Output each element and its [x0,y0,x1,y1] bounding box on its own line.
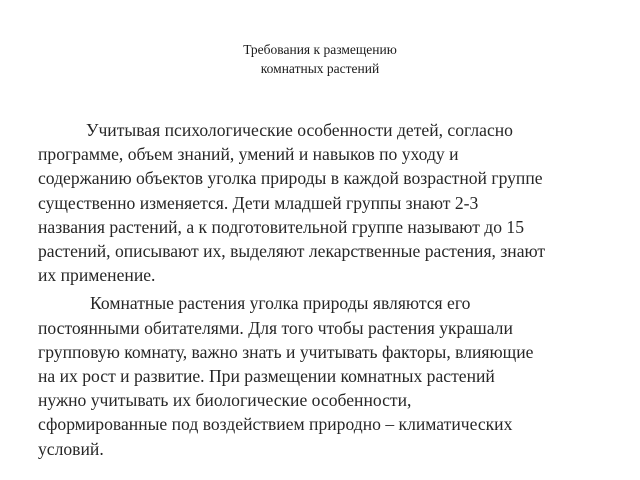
paragraph-1 [38,118,604,287]
text-line: растений, описывают их, выделяют лекарственные растения, знают [38,241,546,262]
text-line: Комнатные растения уголка природы являются его [90,293,471,314]
text-line: постоянными обитателями. Для того чтобы растения украшали [38,317,513,338]
text-line: названия растений, а к подготовительной группе называют до 15 [38,216,525,237]
text-line: существенно изменяется. Дети младшей группы знают 2-3 [38,192,479,213]
text-line: содержанию объектов уголка природы в каждой возрастной группе [38,168,543,189]
text-line: групповую комнату, важно знать и учитывать факторы, влияющие [38,341,534,362]
slide-title [0,40,640,78]
title-line: Требования к размещению [243,42,397,57]
text-line: сформированные под воздействием природно – климатических [38,414,513,435]
text-line: на их рост и развитие. При размещении комнатных растений [38,366,495,387]
paragraph-2 [38,291,604,460]
text-line: их применение. [38,265,156,286]
text-line: Учитывая психологические особенности детей, согласно [86,120,513,140]
title-line: комнатных растений [260,61,380,76]
text-line: условий. [38,438,104,459]
text-line: нужно учитывать их биологические особенности, [38,390,412,411]
slide-body [38,118,604,461]
text-line: программе, объем знаний, умений и навыков по уходу и [38,144,459,165]
